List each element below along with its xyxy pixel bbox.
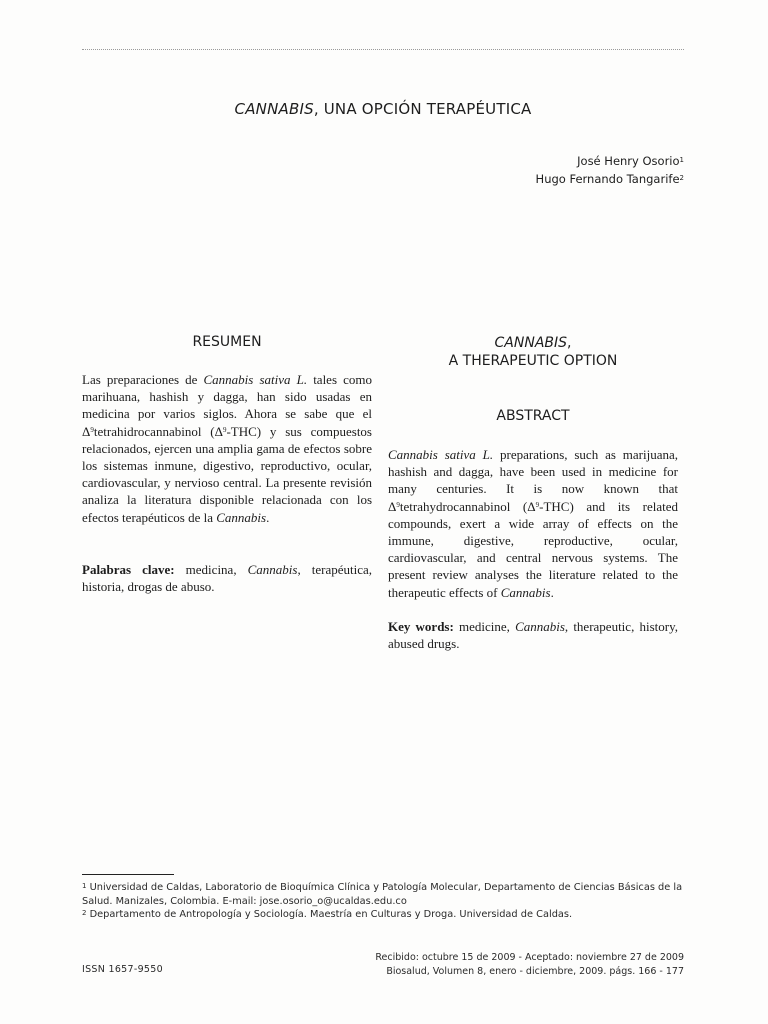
footnote-1: $^1$ Universidad de Caldas, Laboratorio de Bioquímica Clínica y Patología Molecular, Departamento de Ciencias Básicas de la Salud. Manizales, Colombia. E-mail: jose.osorio_o@ucaldas.edu.co	[82, 882, 683, 907]
title-italic: CANNABIS	[234, 100, 314, 118]
keywords-en: Key words: medicine, Cannabis, therapeutic, history, abused drugs.	[388, 619, 678, 652]
title-rest: , UNA OPCIÓN TERAPÉUTICA	[313, 100, 532, 118]
author-1: José Henry Osorio$^1$	[577, 154, 684, 168]
keywords-es-label: Palabras clave:	[82, 562, 175, 577]
received-date: Recibido: octubre 15 de 2009 - Aceptado: noviembre 27 de 2009	[375, 952, 684, 963]
keywords-en-label: Key words:	[388, 619, 454, 634]
footnotes	[82, 881, 684, 922]
author-2: Hugo Fernando Tangarife$^2$	[535, 172, 684, 186]
abstract-heading: ABSTRACT	[496, 408, 570, 424]
keywords-es: Palabras clave: medicina, Cannabis, terapéutica, historia, drogas de abuso.	[82, 562, 373, 595]
author-list	[536, 152, 684, 188]
abstract-paragraph: Cannabis sativa L. preparations, such as marijuana, hashish and dagga, have been used in medicine for many centuries. It is now known that $\Delta^9tetrahydrocannabinol$ $(\Delta^9-THC)$ and its related compounds, exert a wide array of effects on the immune, digestive, reproductive, ocular, cardiovascular, and central nervous systems. The present review analyses the literature related to the therapeutic effects of Cannabis.	[388, 447, 678, 600]
english-title: CANNABIS, A THERAPEUTIC OPTION	[448, 335, 618, 369]
article-title	[82, 100, 684, 118]
footnote-2: $^2$ Departamento de Antropología y Sociología. Maestría en Culturas y Droga. Universidad de Caldas.	[82, 909, 573, 920]
publication-info	[375, 951, 684, 979]
resumen-heading: RESUMEN	[192, 334, 262, 350]
journal-citation: Biosalud, Volumen 8, enero - diciembre, 2009. págs. 166 - 177	[386, 966, 684, 977]
issn: ISSN 1657-9550	[82, 964, 163, 975]
footnote-rule	[82, 874, 174, 875]
resumen-paragraph: Las preparaciones de Cannabis sativa L. tales como marihuana, hashish y dagga, han sido usadas en medicina por varios siglos. Ahora se sabe que el $\Delta^9tetrahidrocannabinol$ $(\Delta^9-THC)$ y sus compuestos relacionados, ejercen una amplia gama de efectos sobre los sistemas inmune, digestivo, reproductivo, ocular, cardiovascular, y nervioso central. La presente revisión analiza la literatura disponible relacionada con los efectos terapéuticos de la Cannabis.	[82, 372, 372, 525]
top-dotted-rule	[82, 49, 684, 50]
